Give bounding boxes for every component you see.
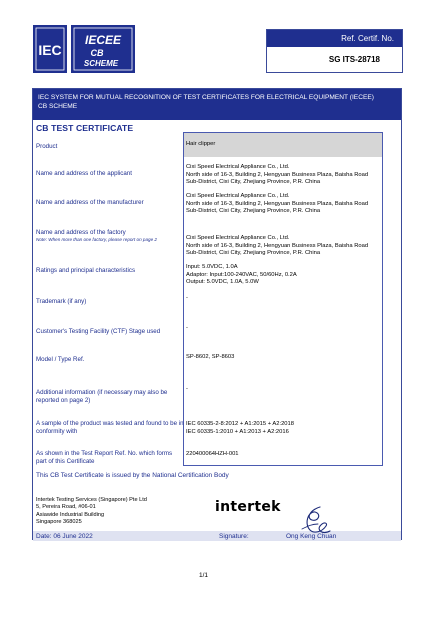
value-line: Adaptor: Input:100-240VAC, 50/60Hz, 0.2A [186, 271, 297, 278]
scheme-banner [33, 89, 401, 120]
value-line: - [186, 325, 188, 331]
row-label: Trademark (if any) [36, 298, 87, 305]
ref-number: SG ITS-28718 [267, 47, 402, 72]
value-line: North side of 16-3, Building 2, Hengyuan Business Plaza, Baisha Road [186, 200, 369, 207]
row-value [186, 164, 386, 187]
value-line: Input: 5.0VDC, 1.0A [186, 264, 238, 270]
row-label: A sample of the product was tested and found to be in conformity with [36, 420, 184, 435]
value-line: Hair clipper [186, 141, 216, 147]
row-value [186, 386, 386, 394]
row-label: Name and address of the manufacturer [36, 199, 144, 206]
banner-line-1: IEC SYSTEM FOR MUTUAL RECOGNITION OF TEST CERTIFICATES FOR ELECTRICAL EQUIPMENT (IECEE) [38, 94, 374, 101]
value-line: North side of 16-3, Building 2, Hengyuan Business Plaza, Baisha Road [186, 242, 369, 249]
value-line: Cixi Speed Electrical Appliance Co., Ltd. [186, 193, 290, 199]
row-label-text: Name and address of the factory [36, 229, 126, 236]
row-value [186, 295, 386, 303]
logo-iecee-text: IECEE [84, 33, 122, 47]
value-line: Sub-District, Cixi City, Zhejiang Province, P.R. China [186, 179, 321, 186]
ref-label: Ref. Certif. No. [267, 30, 402, 47]
row-label: Ratings and principal characteristics [36, 267, 136, 274]
address-line: Intertek Testing Services (Singapore) Pte Ltd [36, 497, 147, 503]
value-line: SP-8602, SP-8603 [186, 354, 235, 360]
row-label: Additional information (if necessary may also be reported on page 2) [36, 389, 168, 404]
row-label: Customer's Testing Facility (CTF) Stage used [36, 328, 161, 335]
value-line: Sub-District, Cixi City, Zhejiang Province, P.R. China [186, 250, 321, 257]
issue-date: Date: 06 June 2022 [36, 533, 93, 540]
row-label: As shown in the Test Report Ref. No. which forms part of this Certificate [36, 450, 173, 465]
address-line: Asiawide Industrial Building [36, 511, 105, 518]
issuer-address [36, 497, 147, 527]
row-value [186, 421, 386, 436]
intertek-logo: intertek [215, 499, 281, 515]
row-value [186, 235, 386, 258]
row-label: Product [36, 143, 58, 150]
row-value [186, 264, 386, 287]
row-label: Name and address of the applicant [36, 170, 132, 177]
row-note: Note: When more than one factory, please report on page 2 [36, 237, 157, 242]
value-line: Output: 5.0VDC, 1.0A, 5.0W [186, 279, 259, 286]
signer-name: Ong Keng Chuan [286, 533, 337, 540]
row-value [186, 451, 386, 459]
logo-scheme-text: SCHEME [83, 59, 119, 68]
page-number: 1/1 [199, 572, 209, 579]
iec-iecee-cb-logo [33, 25, 135, 73]
row-value [186, 193, 386, 216]
logo-iec-text: IEC [38, 42, 62, 58]
value-line: Sub-District, Cixi City, Zhejiang Province, P.R. China [186, 208, 321, 215]
address-line: 5, Pereira Road, #06-01 [36, 504, 96, 511]
banner-line-2: CB SCHEME [38, 103, 78, 110]
signature-label: Signature: [219, 533, 249, 540]
row-label [36, 229, 181, 243]
row-value [186, 325, 386, 333]
value-line: - [186, 386, 188, 392]
issued-statement: This CB Test Certificate is issued by the National Certification Body [36, 472, 229, 479]
logo-cb-text: CB [90, 48, 104, 58]
ref-certificate-box [266, 29, 403, 73]
row-value [186, 141, 386, 149]
value-line: - [186, 295, 188, 301]
value-line: IEC 60335-2-8:2012 + A1:2015 + A2:2018 [186, 421, 294, 427]
address-line: Singapore 368025 [36, 519, 82, 526]
value-line: 220400064HZH-001 [186, 451, 239, 457]
value-line: North side of 16-3, Building 2, Hengyuan Business Plaza, Baisha Road [186, 171, 369, 178]
value-line: IEC 60335-1:2010 + A1:2013 + A2:2016 [186, 428, 289, 435]
value-line: Cixi Speed Electrical Appliance Co., Ltd. [186, 164, 290, 170]
value-line: Cixi Speed Electrical Appliance Co., Ltd. [186, 235, 290, 241]
row-label: Model / Type Ref. [36, 356, 85, 363]
certificate-title: CB TEST CERTIFICATE [36, 123, 134, 133]
row-value [186, 354, 386, 362]
